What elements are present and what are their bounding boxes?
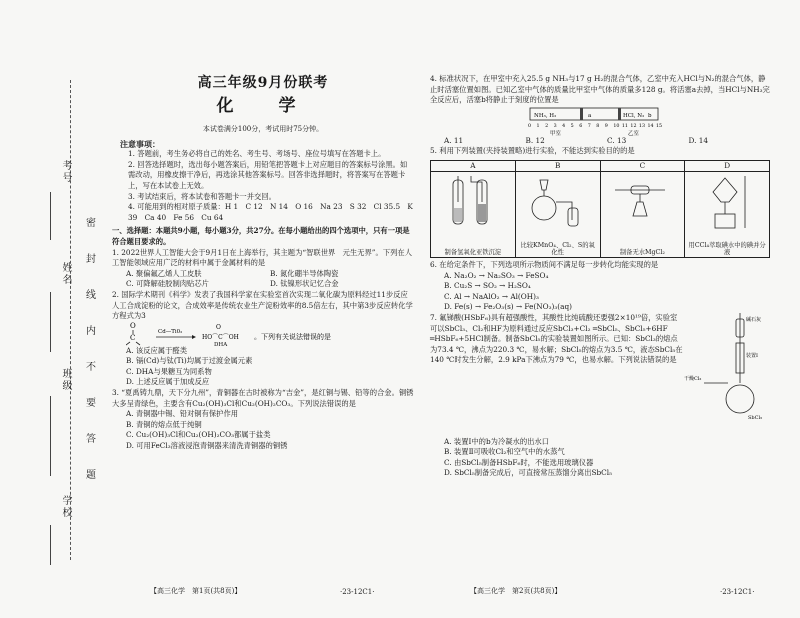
- margin-rule: [50, 396, 51, 476]
- cell-caption: 比较KMnO₄、Cl₂、S的氧化性: [520, 241, 595, 256]
- margin-rule: [50, 292, 51, 352]
- heating-apparatus-icon: [601, 172, 681, 232]
- option: D. Fe(s) → Fe₂O₃(s) → Fe(NO₃)₃(aq): [444, 302, 573, 312]
- option: A. 聚偏氟乙烯人工皮肤: [126, 268, 202, 278]
- piston-chamber-diagram: [430, 106, 770, 136]
- seal-char: 密: [86, 218, 96, 229]
- notice-heading: 注意事项：: [120, 138, 160, 149]
- yi-contents: HCl, N₂: [623, 112, 645, 119]
- test-tube-apparatus-icon: [431, 172, 511, 232]
- svg-text:O: O: [130, 321, 136, 330]
- footer-code1: ·23-12C1·: [340, 588, 375, 596]
- score-line: 本试卷满分100分，考试用时75分钟。: [202, 125, 324, 133]
- seal-char: 不: [86, 362, 96, 373]
- q6-stem: 6. 在给定条件下，下列选项所示物质间不满足每一步转化均能实现的是: [430, 259, 659, 269]
- q1-stem: 1. 2022世界人工智能大会于9月1日在上海举行，其主题为“智联世界 元生无界”。下列在人工智能领域应用广泛的材料中属于金属材料的是: [112, 247, 412, 268]
- option: C. 由SbCl₅制备HSbF₆时，不能选用玻璃仪器: [444, 457, 594, 467]
- option: D. 可用FeCl₃溶液浸泡青铜器来清洗青铜器的铜锈: [126, 441, 288, 451]
- margin-label-name: 姓名: [60, 262, 71, 286]
- q2-stem: 2. 国际学术期刊《科学》发表了我国科学家在实验室首次实现二氧化碳为原料经过11步反应人工合成淀粉的论文，合成效率是传统农业生产淀粉效率的8.5倍左右，其中第3步反应转化学方程式为3: [112, 289, 413, 321]
- flask-apparatus-icon: [516, 172, 596, 232]
- option: C. Al → NaAlO₂ → Al(OH)₃: [444, 291, 539, 301]
- scale-mark: 9: [604, 123, 608, 129]
- option: C. Cu₂(OH)₃Cl和Cu₂(OH)₂CO₃都属于盐类: [126, 430, 271, 440]
- option: C. 可降解硅胶制肉贴芯片: [126, 279, 209, 289]
- scale-mark: 10: [613, 123, 620, 129]
- scale-mark: 5: [570, 123, 574, 129]
- exam-title: 高三年级9月份联考: [197, 75, 329, 91]
- scale-mark: 11: [621, 123, 628, 129]
- apparatus-cell-a: [431, 161, 516, 257]
- scale-mark: 12: [630, 123, 637, 129]
- option: A. Na₂O₂ → Na₂SO₃ → FeSO₄: [444, 270, 549, 280]
- q7-block: [430, 313, 770, 437]
- svg-text:HO⌒C⌒OH: HO⌒C⌒OH: [202, 333, 239, 341]
- option: C. 13: [607, 135, 627, 145]
- label-dry-cl2: 干燥Cl₂: [684, 375, 702, 382]
- scale-mark: 8: [596, 123, 600, 129]
- left-column: [112, 74, 414, 452]
- seal-char: 封: [86, 254, 96, 265]
- formaldehyde-to-dha-diagram: [126, 322, 366, 346]
- seal-char: 答: [86, 434, 96, 445]
- svg-text:O: O: [216, 323, 221, 331]
- cell-head: D: [685, 161, 769, 172]
- seal-char: 要: [86, 398, 96, 409]
- option: B. 12: [525, 135, 545, 145]
- option: B. 镉(Cd)与钛(Ti)均属于过渡金属元素: [126, 356, 253, 366]
- scale-mark: 2: [545, 123, 549, 129]
- q3-stem: 3. “夏禹铸九鼎，天下分九州”，青铜器在古时被称为“吉金”，是红铜与锡、铅等的合金。铜锈大多呈青绿色，主要含有Cu₂(OH)₃Cl和Cu₂(OH)₂CO₃。下列说法错误的是: [112, 388, 414, 408]
- scale-mark: 13: [638, 123, 646, 129]
- dha-label: DHA: [214, 341, 228, 346]
- scale-mark: 4: [562, 123, 566, 129]
- footer-page1: 【高三化学 第1页(共8页)】: [150, 587, 242, 595]
- scale-mark: 3: [553, 123, 557, 129]
- option: A. 青铜器中锡、铅对铜有保护作用: [126, 409, 239, 419]
- separatory-funnel-icon: [685, 172, 765, 232]
- jia-label: 甲室: [550, 130, 562, 136]
- option: D. 14: [688, 135, 709, 145]
- label-sbcl3: SbCl₃: [748, 414, 763, 421]
- scale-mark: 6: [579, 123, 583, 129]
- seal-line: [70, 80, 71, 560]
- label-device-1: 装置Ⅰ: [746, 352, 758, 359]
- scale-mark: 14: [647, 123, 654, 129]
- reagent-label: Cd—Ti0₂: [158, 328, 183, 335]
- cell-caption: 用CCl₄萃取碘水中的碘并分液: [688, 241, 766, 256]
- q4-stem: 4. 标准状况下，在甲室中充入25.5 g NH₃与17 g H₂的混合气体，乙室中充入HCl与N₂的混合气体，静止时活塞位置如图。已知乙室中气体的质量比甲室中气体的质量多128 g。将活塞a去掉，当HCl与NH₃完全反应后，活塞b将静止于刻度的位置是: [430, 74, 770, 105]
- scale-mark: 7: [587, 123, 591, 129]
- margin-label-id: 考号: [60, 160, 71, 184]
- yi-label: 乙室: [628, 130, 640, 136]
- notice-item: 3. 考试结束后，将本试卷和答题卡一并交回。: [128, 191, 276, 201]
- option: D. 钛镍形状记忆合金: [270, 279, 339, 289]
- q1-options: [112, 269, 414, 290]
- q5-apparatus-table: [430, 160, 770, 258]
- q7-diagram: [684, 313, 770, 437]
- seal-char: 题: [86, 470, 96, 481]
- q2-equation: [112, 322, 414, 346]
- right-column: [430, 74, 770, 479]
- apparatus-cell-d: [685, 161, 769, 257]
- q5-stem: 5. 利用下列装置(夹持装置略)进行实验，不能达到实验目的的是: [430, 146, 635, 156]
- q4-diagram: [430, 106, 770, 136]
- cell-caption: 制备氢氧化亚铁沉淀: [444, 248, 502, 256]
- apparatus-cell-c: [601, 161, 686, 257]
- option: B. Cu₂S → SO₂ → H₂SO₄: [444, 281, 531, 291]
- scale-mark: 0: [528, 123, 532, 129]
- option: B. 装置Ⅱ可吸收Cl₂和空气中的水蒸气: [444, 447, 565, 457]
- option: B. 青铜的熔点低于纯铜: [126, 419, 202, 429]
- footer-page2: 【高三化学 第2页(共8页)】: [470, 587, 562, 595]
- svg-text:b: b: [648, 112, 652, 119]
- q7-stem: 7. 氟锑酸(HSbF₆)具有超强酸性，其酸性比纯硫酸还要强2×10¹⁹倍，实验室可以SbCl₃、Cl₂和HF为原料通过反应SbCl₃+Cl₂ ═SbCl₅、SbCl₅+6HF ═HSbF₆+5HCl制备。制备SbCl₅的实验装置如图所示。已知：SbCl₃的熔点为73.4 ℃，沸点为220.3 ℃，易水解；SbCl₅的熔点为3.5 ℃，液态SbCl₅在140 ℃时发生分解，2.9 kPa下沸点为79 ℃，也易水解。下列说法错误的是: [430, 312, 683, 365]
- cell-head: C: [601, 161, 685, 172]
- exam-subject: 化 学: [216, 96, 310, 116]
- margin-label-class: 班级: [60, 368, 71, 392]
- cell-caption: 制备无水MgCl₂: [619, 248, 665, 256]
- cell-head: A: [431, 161, 515, 172]
- footer-code2: ·23-12C1·: [720, 588, 755, 596]
- option: D. SbCl₅制备完成后，可直接常压蒸馏分离出SbCl₅: [444, 468, 613, 478]
- svg-text:a: a: [588, 112, 592, 119]
- margin-rule: [50, 192, 51, 240]
- option: A. 该反应属于醛类: [126, 345, 187, 355]
- scale-mark: 15: [656, 123, 663, 129]
- margin-rule: [50, 525, 51, 565]
- option: B. 氮化硼半导体陶瓷: [270, 268, 339, 278]
- svg-text:C: C: [130, 333, 136, 342]
- margin-label-school: 学校: [60, 495, 71, 519]
- notice-item: 1. 答题前，考生务必将自己的姓名、考生号、考场号、座位号填写在答题卡上。: [128, 149, 386, 159]
- option: A. 11: [444, 135, 464, 145]
- option: D. 上述反应属于加成反应: [126, 377, 210, 387]
- seal-char: 内: [86, 326, 96, 337]
- apparatus-cell-b: [516, 161, 601, 257]
- option: C. DHA与果糖互为同系物: [126, 366, 212, 376]
- section-heading: 一、选择题：本题共9小题，每小题3分，共27分。在每小题给出的四个选项中，只有一项是符合题目要求的。: [112, 226, 410, 246]
- q4-options: [430, 136, 770, 147]
- seal-char: 线: [86, 290, 96, 301]
- q2-after-text: 。下列有关说法错误的是: [254, 332, 331, 341]
- option: A. 装置Ⅰ中的b为冷凝水的出水口: [444, 436, 550, 446]
- notice-item: 4. 可能用到的相对原子质量：H 1 C 12 N 14 O 16 Na 23 S 32 Cl 35.5 K 39 Ca 40 Fe 56 Cu 64: [128, 202, 413, 222]
- scale-mark: 1: [536, 123, 540, 129]
- label-soda-lime: 碱石灰: [746, 316, 762, 323]
- cell-head: B: [516, 161, 600, 172]
- notice-item: 2. 回答选择题时，选出每小题答案后，用铅笔把答题卡上对应题目的答案标号涂黑。如需改动，用橡皮擦干净后，再选涂其他答案标号。回答非选择题时，将答案写在答题卡上，写在本试卷上无效。: [128, 159, 408, 190]
- jia-contents: NH₃, H₂: [534, 112, 557, 119]
- distillation-apparatus-icon: [684, 313, 770, 433]
